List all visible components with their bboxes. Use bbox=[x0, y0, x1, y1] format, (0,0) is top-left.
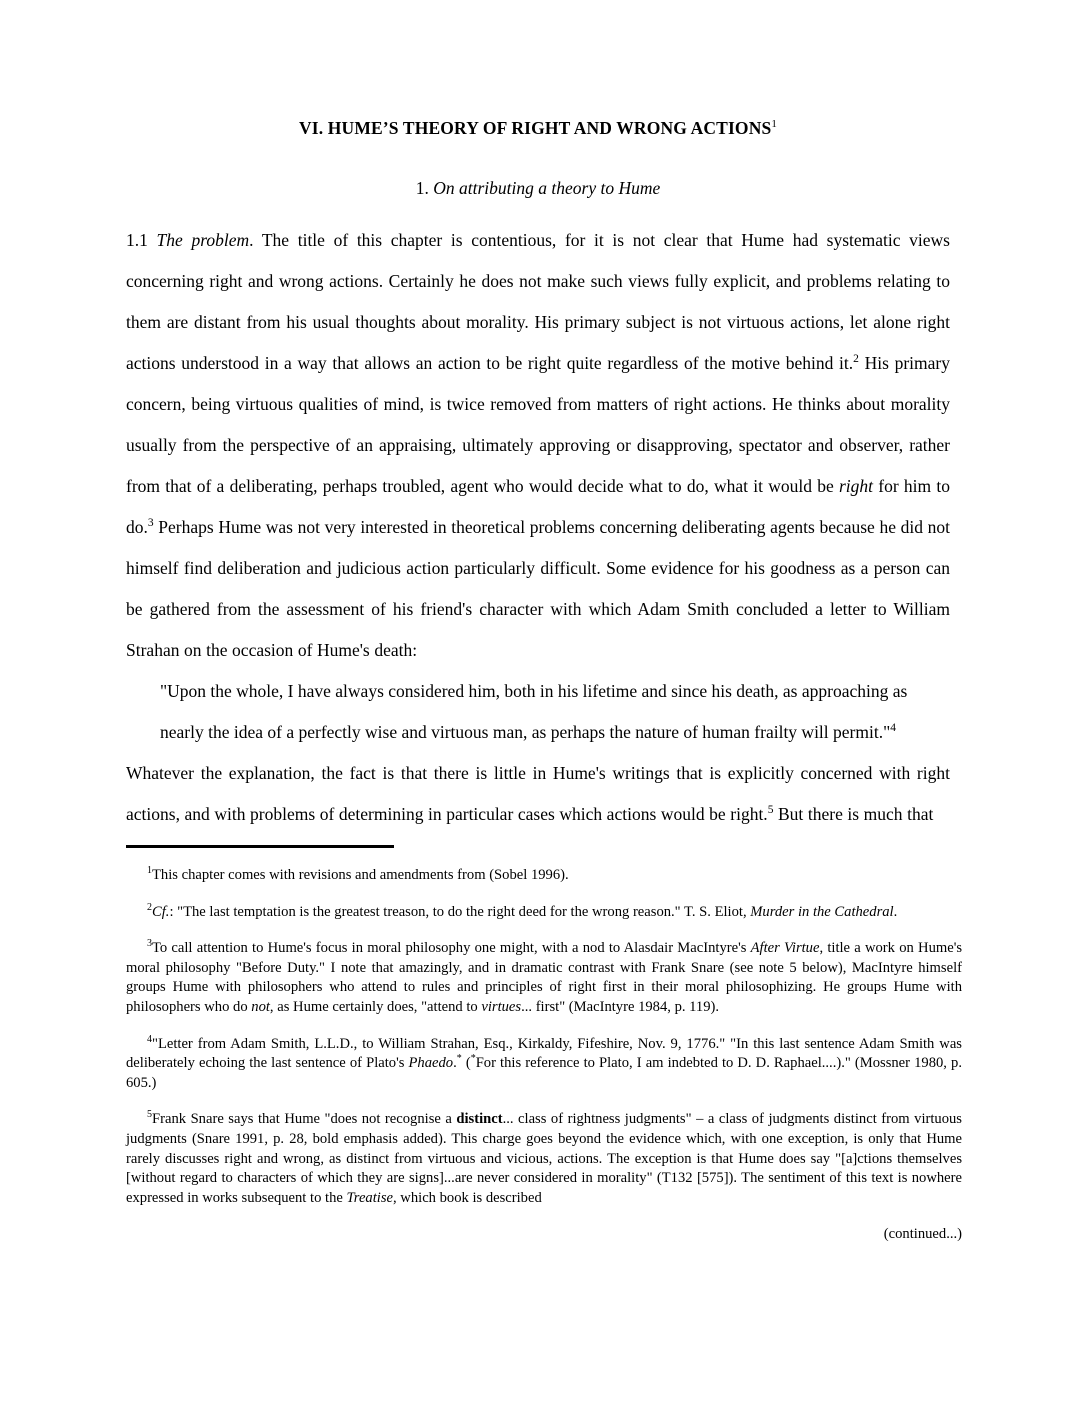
paragraph-text-d: Perhaps Hume was not very interested in theoretical problems concerning deliberating agents because he did not himself find deliberation and judicious action particularly difficult. Some evidence for his goodness as a person can be gathered from the assessment of his friend's character with which Adam Smith concluded a letter to William Strahan on the occasion of Hume's death: bbox=[126, 517, 950, 660]
footnote-1 bbox=[126, 866, 962, 886]
paragraph-text-f: But there is much that bbox=[773, 804, 934, 824]
footnote-5-text-c: , which book is described bbox=[393, 1189, 542, 1206]
chapter-title-text: VI. HUME’S THEORY OF RIGHT AND WRONG ACTIONS bbox=[298, 118, 772, 138]
footnote-3-text-a: To call attention to Hume's focus in moral philosophy one might, with a nod to Alasdair MacIntyre's bbox=[152, 940, 751, 957]
section-title: On attributing a theory to Hume bbox=[433, 178, 661, 198]
footnote-4-text-a: "Letter from Adam Smith, L.L.D., to William Strahan, Esq., Kirkaldy, Fifeshire, Nov. 9, 1776." "In this last sentence Adam Smith was deliberately echoing the last sentence of Plato's bbox=[126, 1035, 962, 1072]
footnote-3-text-b: , title a work on Hume's moral philosophy "Before Duty." I note that amazingly, and in dramatic contrast with Frank Snare (see note 5 below), MacIntyre himself groups Hume with philosophers who attend to rules and principles of right first in their moral philosophizing. He groups Hume with philosophers who do bbox=[126, 940, 962, 1015]
footnote-5 bbox=[126, 1110, 962, 1208]
paragraph-text-c: for him to do. bbox=[126, 476, 950, 537]
footnote-3-italic-virtues: virtues bbox=[481, 998, 522, 1015]
footnote-3 bbox=[126, 939, 962, 1017]
footnote-2-text-a: : "The last temptation is the greatest treason, to do the right deed for the wrong reason." T. S. Eliot, bbox=[169, 903, 751, 920]
footnote-4-text-d: For this reference to Plato, I am indebted to D. D. Raphael....)." (Mossner 1980, p. 605.) bbox=[126, 1055, 962, 1091]
footnote-ref-4[interactable]: 4 bbox=[890, 722, 896, 735]
paragraph-text-e: Whatever the explanation, the fact is that there is little in Hume's writings that is explicitly concerned with right actions, and with problems of determining in particular cases which actions would be right. bbox=[126, 763, 950, 824]
footnote-4-marker: 4 bbox=[147, 1033, 152, 1045]
footnote-4 bbox=[126, 1035, 962, 1094]
page-title bbox=[126, 118, 950, 139]
footnote-ref-2[interactable]: 2 bbox=[853, 353, 859, 366]
footnote-5-marker: 5 bbox=[147, 1109, 152, 1121]
section-heading bbox=[126, 178, 950, 199]
paragraph-lead-in: The problem bbox=[156, 230, 250, 250]
emphasis-right: right bbox=[838, 476, 874, 496]
footnote-2-text-b: . bbox=[893, 903, 898, 920]
block-quote-text: "Upon the whole, I have always considered him, both in his lifetime and since his death, as approaching as nearly the idea of a perfectly wise and virtuous man, as perhaps the nature of human frailty will permit." bbox=[160, 681, 908, 742]
footnote-5-bold-distinct: distinct bbox=[456, 1111, 503, 1128]
paragraph-text-a: . The title of this chapter is contentious, for it is not clear that Hume had systematic views concerning right and wrong actions. Certainly he does not make such views fully explicit, and problems relating to them are distant from his usual thoughts about morality. His primary subject is not virtuous actions, let alone right actions understood in a way that allows an action to be right quite regardless of the motive behind it. bbox=[126, 230, 950, 373]
paragraph-number: 1.1 bbox=[126, 230, 148, 250]
footnote-separator-rule bbox=[126, 845, 394, 848]
footnote-4-text-b: . bbox=[453, 1055, 457, 1072]
section-number: 1. bbox=[415, 178, 429, 198]
footnote-2-marker: 2 bbox=[147, 901, 152, 913]
footnote-3-text-c: , as Hume certainly does, "attend to bbox=[269, 998, 482, 1015]
footnote-ref-5[interactable]: 5 bbox=[767, 804, 774, 817]
block-quote-adam-smith bbox=[126, 671, 950, 753]
footnote-4-star-marker-2: * bbox=[470, 1053, 476, 1065]
footnote-5-text-b: ... class of rightness judgments" – a class of judgments distinct from virtuous judgments (Snare 1991, p. 28, bold emphasis added). This charge goes beyond the evidence which, with one exception, is only that Hume rarely discusses right and wrong, as distinct from virtuous and vicious, actions. The exception is that Hume does say "[a]ctions themselves [without regard to characters of which they are signs]...are never considered in morality" (T132 [575]). The sentiment of this text is nowhere expressed in works subsequent to the bbox=[126, 1111, 962, 1206]
page-content bbox=[126, 118, 950, 835]
footnote-area bbox=[126, 845, 962, 1245]
continued-label: (continued...) bbox=[883, 1226, 962, 1243]
footnote-2-cf: Cf. bbox=[152, 903, 170, 920]
footnote-1-marker: 1 bbox=[147, 865, 152, 877]
paragraph-text-b: His primary concern, being virtuous qualities of mind, is twice removed from matters of right actions. He thinks about morality usually from the perspective of an appraising, ultimately approving or disapproving, spectator and observer, rather from that of a deliberating, perhaps troubled, agent who would decide what to do, what it would be bbox=[126, 353, 950, 496]
footnote-3-italic-not: not bbox=[251, 998, 270, 1015]
footnote-2 bbox=[126, 903, 962, 923]
footnote-2-italic-title: Murder in the Cathedral bbox=[750, 903, 894, 920]
footnote-4-italic-phaedo: Phaedo bbox=[408, 1055, 454, 1072]
footnote-4-star-marker-1: * bbox=[456, 1053, 462, 1065]
paragraph-after-quote bbox=[126, 753, 950, 835]
footnote-1-text: This chapter comes with revisions and amendments from (Sobel 1996). bbox=[152, 867, 569, 883]
paragraph-1-1 bbox=[126, 220, 950, 671]
footnote-4-text-c: ( bbox=[461, 1055, 471, 1072]
footnote-3-marker: 3 bbox=[147, 938, 152, 950]
footnote-5-italic-treatise: Treatise bbox=[346, 1189, 393, 1206]
footnote-3-italic-after-virtue: After Virtue bbox=[750, 940, 820, 957]
footnote-ref-3[interactable]: 3 bbox=[147, 517, 154, 530]
footnote-5-text-a: Frank Snare says that Hume "does not recognise a bbox=[152, 1111, 457, 1128]
chapter-title-footnote-marker: 1 bbox=[771, 118, 778, 131]
footnote-3-text-d: ... first" (MacIntyre 1984, p. 119). bbox=[521, 998, 720, 1015]
